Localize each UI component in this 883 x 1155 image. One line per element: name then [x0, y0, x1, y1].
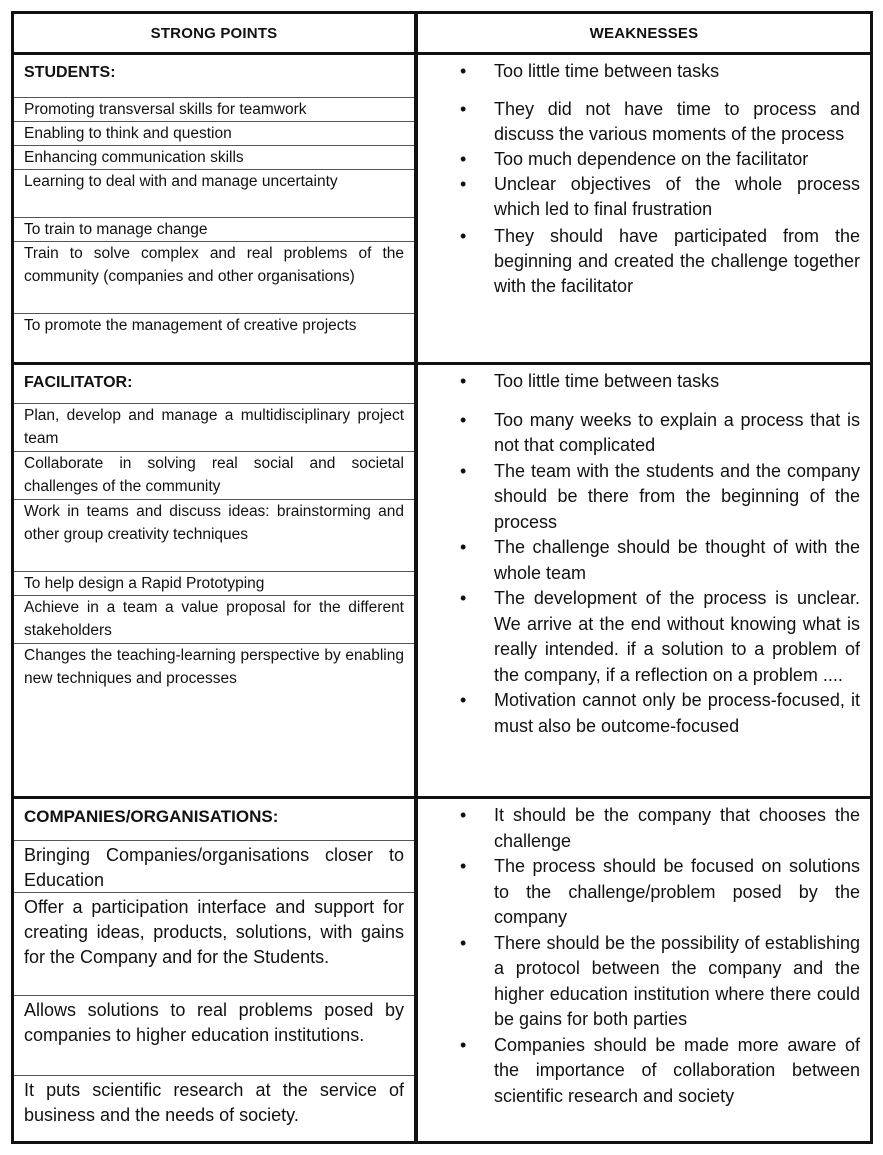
facilitator-weak-item: • The team with the students and the company should be there from the beginning of the process [418, 459, 870, 536]
facilitator-weak-column [418, 369, 870, 739]
students-weak-column [418, 59, 870, 299]
students-strong-item: To train to manage change [14, 217, 414, 241]
students-weak-item: • Too much dependence on the facilitator [418, 147, 870, 172]
facilitator-weak-item: • The challenge should be thought of with the whole team [418, 535, 870, 586]
companies-title: COMPANIES/ORGANISATIONS: [24, 807, 279, 826]
students-weak-item: • They did not have time to process and discuss the various moments of the process [418, 97, 870, 147]
facilitator-strong-item: Plan, develop and manage a multidisciplinary project team [14, 403, 414, 451]
companies-weak-item: • Companies should be made more aware of the importance of collaboration between scientific research and society [418, 1033, 870, 1110]
students-weak-item: • They should have participated from the beginning and created the challenge together with the facilitator [418, 224, 870, 299]
facilitator-strong-item: Changes the teaching-learning perspective by enabling new techniques and processes [14, 643, 414, 691]
header-divider [14, 52, 870, 55]
facilitator-weak-item: • Too many weeks to explain a process that is not that complicated [418, 408, 870, 459]
companies-weak-item: • It should be the company that chooses the challenge [418, 803, 870, 854]
students-strong-item: Promoting transversal skills for teamwork [14, 97, 414, 121]
companies-strong-item: Allows solutions to real problems posed by companies to higher education institutions. [14, 995, 414, 1075]
header-weaknesses: WEAKNESSES [589, 24, 699, 42]
strengths-weaknesses-table [11, 11, 873, 1144]
students-strong-item: Learning to deal with and manage uncertainty [14, 169, 414, 217]
students-strong-item: Enabling to think and question [14, 121, 414, 145]
students-title: STUDENTS: [24, 64, 116, 81]
facilitator-weak-item: • Motivation cannot only be process-focused, it must also be outcome-focused [418, 688, 870, 739]
facilitator-strong-item: Collaborate in solving real social and societal challenges of the community [14, 451, 414, 499]
companies-strong-item: It puts scientific research at the service of business and the needs of society. [14, 1075, 414, 1135]
students-strong-item: To promote the management of creative projects [14, 313, 414, 361]
facilitator-weak-item: • Too little time between tasks [418, 369, 870, 395]
header-strong-points: STRONG POINTS [150, 24, 278, 42]
facilitator-strong-item: Work in teams and discuss ideas: brainstorming and other group creativity techniques [14, 499, 414, 571]
section-divider [14, 362, 870, 365]
facilitator-title: FACILITATOR: [24, 374, 133, 391]
students-strong-item: Train to solve complex and real problems of the community (companies and other organisations) [14, 241, 414, 313]
companies-weak-item: • The process should be focused on solutions to the challenge/problem posed by the company [418, 854, 870, 931]
facilitator-strong-item: Achieve in a team a value proposal for the different stakeholders [14, 595, 414, 643]
section-divider [14, 796, 870, 799]
students-weak-item: • Unclear objectives of the whole process which led to final frustration [418, 172, 870, 222]
companies-weak-item: • There should be the possibility of establishing a protocol between the company and the higher education institution where there could be gains for both parties [418, 931, 870, 1033]
companies-weak-column [418, 803, 870, 1109]
students-strong-item: Enhancing communication skills [14, 145, 414, 169]
students-weak-item: • Too little time between tasks [418, 59, 870, 84]
companies-strong-item: Bringing Companies/organisations closer to Education [14, 840, 414, 892]
facilitator-weak-item: • The development of the process is unclear. We arrive at the end without knowing what is really intended. if a solution to a problem of the company, if a reflection on a problem .... [418, 586, 870, 688]
facilitator-strong-item: To help design a Rapid Prototyping [14, 571, 414, 595]
companies-strong-item: Offer a participation interface and support for creating ideas, products, solutions, with gains for the Company and for the Students. [14, 892, 414, 995]
